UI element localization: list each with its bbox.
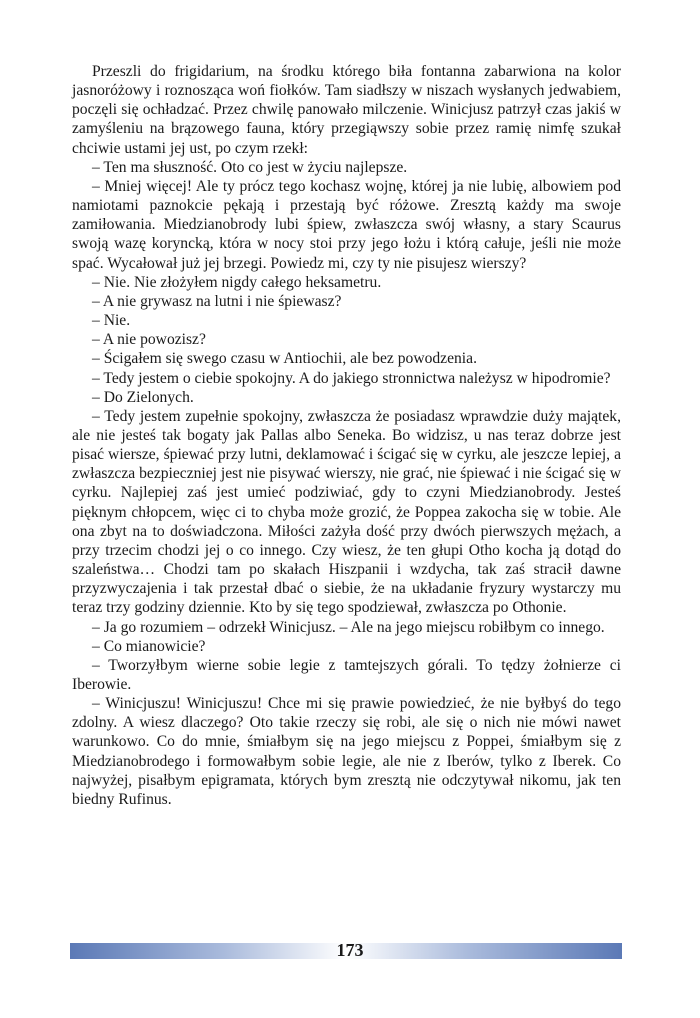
paragraph: – Co mianowicie? xyxy=(92,637,206,655)
paragraph: – Tedy jestem zupełnie spokojny, zwłaszcza że posiadasz wprawdzie duży majątek, ale nie jesteś tak bogaty jak Pallas albo Seneka. Bo widzisz, u nas teraz dobrze jest pisać wiersze, śpiewać przy lutni, deklamować i ścigać się w cyrku, ale jeszcze lepiej, a zwłaszcza bezpieczniej jest nie pisywać wierszy, nie grać, nie śpiewać i nie ścigać się w cyrku. Najlepiej zaś jest umieć podziwiać, gdy to czyni Miedzianobrody. Jesteś pięknym chłopcem, więc ci to chyba może grozić, że Poppea zakocha się w tobie. Ale ona zbyt na to doświadczona. Miłości zażyła dość przy dwóch pierwszych mężach, a przy trzecim chodzi jej o co innego. Czy wiesz, że ten głupi Otho kocha ją dotąd do szaleństwa… Chodzi tam po skałach Hiszpanii i wzdycha, tak zaś stracił dawne przyzwyczajenia i tak przestał dbać o siebie, że na układanie fryzury wystarczy mu teraz trzy godziny dziennie. Kto by się tego spodziewał, zwłaszcza po Othonie. xyxy=(72,407,621,617)
body-text xyxy=(72,62,621,809)
paragraph: – Nie. Nie złożyłem nigdy całego heksametru. xyxy=(92,273,382,291)
paragraph: – Mniej więcej! Ale ty prócz tego kochasz wojnę, której ja nie lubię, albowiem pod namiotami paznokcie pękają i przestają być różowe. Zresztą każdy ma swoje zamiłowania. Miedzianobrody lubi śpiew, zwłaszcza swój własny, a stary Scaurus swoją wazę koryncką, która w nocy stoi przy jego łożu i którą całuje, jeśli nie może spać. Wycałował już jej brzegi. Powiedz mi, czy ty nie pisujesz wierszy? xyxy=(72,177,621,272)
paragraph: – Ścigałem się swego czasu w Antiochii, ale bez powodzenia. xyxy=(92,350,477,368)
paragraph: – Tworzyłbym wierne sobie legie z tamtejszych górali. To tędzy żołnierze ci Iberowie. xyxy=(72,656,621,693)
paragraph: – Winicjuszu! Winicjuszu! Chce mi się prawie powiedzieć, że nie byłbyś do tego zdolny. A wiesz dlaczego? Oto takie rzeczy się robi, ale się o nich nie mówi nawet warunkowo. Co do mnie, śmiałbym się na jego miejscu z Poppei, śmiałbym się z Miedzianobrodego i formowałbym sobie legie, ale nie z Iberów, tylko z Iberek. Co najwyżej, pisałbym epigramata, których bym zresztą nie odczytywał nikomu, jak ten biedny Rufinus. xyxy=(72,695,621,808)
page-number: 173 xyxy=(336,940,364,960)
paragraph: – Ja go rozumiem – odrzekł Winicjusz. – Ale na jego miejscu robiłbym co innego. xyxy=(92,618,605,636)
paragraph: – Nie. xyxy=(92,312,131,330)
paragraph: – Do Zielonych. xyxy=(92,388,194,406)
paragraph: – A nie grywasz na lutni i nie śpiewasz? xyxy=(92,292,342,310)
paragraph: – Tedy jestem o ciebie spokojny. A do jakiego stronnictwa należysz w hipodromie? xyxy=(92,369,611,387)
paragraph: – A nie powozisz? xyxy=(92,331,206,349)
paragraph: Przeszli do frigidarium, na środku którego biła fontanna zabarwiona na kolor jasnoróżowy i roznosząca woń fiołków. Tam siadłszy w niszach wysłanych jedwabiem, poczęli się ochładzać. Przez chwilę panowało milczenie. Winicjusz patrzył czas jakiś w zamyśleniu na brązowego fauna, który przegiąwszy sobie przez ramię nimfę szukał chciwie ustami jej ust, po czym rzekł: xyxy=(72,63,621,157)
paragraph: – Ten ma słuszność. Oto co jest w życiu najlepsze. xyxy=(92,158,408,176)
